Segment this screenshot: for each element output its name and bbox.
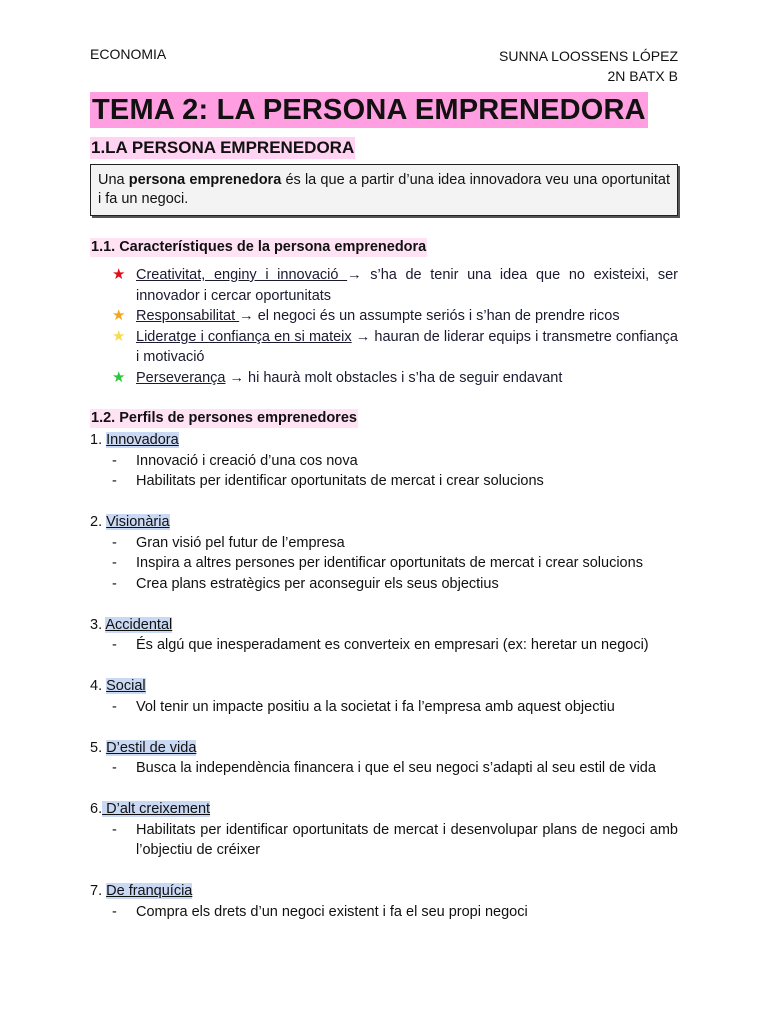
- profile-number: 6.: [90, 801, 103, 817]
- characteristic-text: → s’ha de tenir una idea que no existeixi, ser innovador i cercar oportunitats: [136, 267, 678, 304]
- characteristic-term: Lideratge i confiança en si mateix: [136, 328, 352, 345]
- star-icon: ★: [112, 368, 126, 386]
- characteristic-text: → hi haurà molt obstacles i s’ha de seguir endavant: [225, 369, 563, 386]
- definition-pre: Una: [98, 172, 129, 188]
- characteristic-term: Responsabilitat: [136, 308, 240, 324]
- list-item: - Busca la independència financera i que el seu negoci s’adapti al seu estil de vida: [90, 758, 678, 779]
- list-item: - Habilitats per identificar oportunitats de mercat i desenvolupar plans de negoci amb l’objectiu de créixer: [90, 820, 678, 861]
- profile-number: 2.: [90, 514, 107, 530]
- profile-number: 5.: [90, 739, 107, 756]
- profile-name: Social: [106, 678, 146, 694]
- profile-number: 7.: [90, 883, 107, 899]
- definition-box: [90, 164, 678, 216]
- list-item: [110, 368, 678, 389]
- header-subject: ECONOMIA: [90, 46, 167, 62]
- list-item: - Crea plans estratègics per aconseguir els seus objectius: [90, 574, 678, 595]
- star-icon: ★: [112, 266, 126, 283]
- profile-alt-creixement: [90, 799, 678, 861]
- profile-name: D’alt creixement: [102, 801, 211, 817]
- characteristic-text: → el negoci és un assumpte seriós i s’han de prendre ricos: [239, 308, 620, 324]
- definition-bold: persona emprenedora: [128, 172, 282, 188]
- star-icon: ★: [112, 327, 126, 345]
- profiles-list: [90, 430, 678, 922]
- header-author: SUNNA LOOSSENS LÓPEZ: [499, 48, 678, 64]
- characteristic-term: Perseverança: [136, 369, 226, 386]
- list-item: [110, 327, 678, 368]
- header-author-block: [499, 46, 678, 86]
- profile-visionaria: [90, 512, 678, 594]
- profile-innovadora: [90, 430, 678, 492]
- profile-number: 3.: [90, 616, 106, 633]
- definition-post: és la que a partir d’una idea innovadora veu una oportunitat i fa un negoci.: [98, 172, 670, 207]
- subsection-1-1-heading: 1.1. Característiques de la persona emprenedora: [91, 239, 427, 255]
- list-item: - És algú que inesperadament es converteix en empresari (ex: heretar un negoci): [90, 635, 678, 656]
- profile-name: Accidental: [105, 616, 173, 633]
- characteristic-text: → hauran de liderar equips i transmetre confiança i motivació: [136, 328, 678, 365]
- profile-name: Innovadora: [106, 432, 179, 448]
- star-icon: ★: [112, 307, 126, 324]
- section-1-heading: 1.LA PERSONA EMPRENEDORA: [91, 138, 355, 157]
- list-item: - Inspira a altres persones per identificar oportunitats de mercat i crear solucions: [90, 553, 678, 574]
- profile-social: [90, 676, 678, 717]
- list-item: - Habilitats per identificar oportunitats de mercat i crear solucions: [90, 471, 678, 492]
- list-item: [110, 306, 678, 327]
- profile-name: De franquícia: [106, 883, 193, 899]
- characteristic-term: Creativitat, enginy i innovació: [136, 267, 348, 283]
- subsection-1-2-heading: 1.2. Perfils de persones emprenedores: [91, 410, 357, 426]
- list-item: - Gran visió pel futur de l’empresa: [90, 533, 678, 554]
- profile-estil-de-vida: [90, 738, 678, 779]
- header-class: 2N BATX B: [607, 68, 678, 84]
- profile-accidental: [90, 615, 678, 656]
- characteristics-list: [110, 265, 678, 388]
- profile-number: 1.: [90, 432, 107, 448]
- list-item: [110, 265, 678, 306]
- page-title: TEMA 2: LA PERSONA EMPRENEDORA: [92, 94, 646, 126]
- list-item: - Vol tenir un impacte positiu a la societat i fa l’empresa amb aquest objectiu: [90, 697, 678, 718]
- profile-name: Visionària: [106, 514, 170, 530]
- list-item: - Compra els drets d’un negoci existent i fa el seu propi negoci: [90, 902, 678, 923]
- profile-number: 4.: [90, 678, 107, 694]
- list-item: - Innovació i creació d’una cos nova: [90, 451, 678, 472]
- profile-franquicia: [90, 881, 678, 922]
- profile-name: D’estil de vida: [106, 739, 197, 756]
